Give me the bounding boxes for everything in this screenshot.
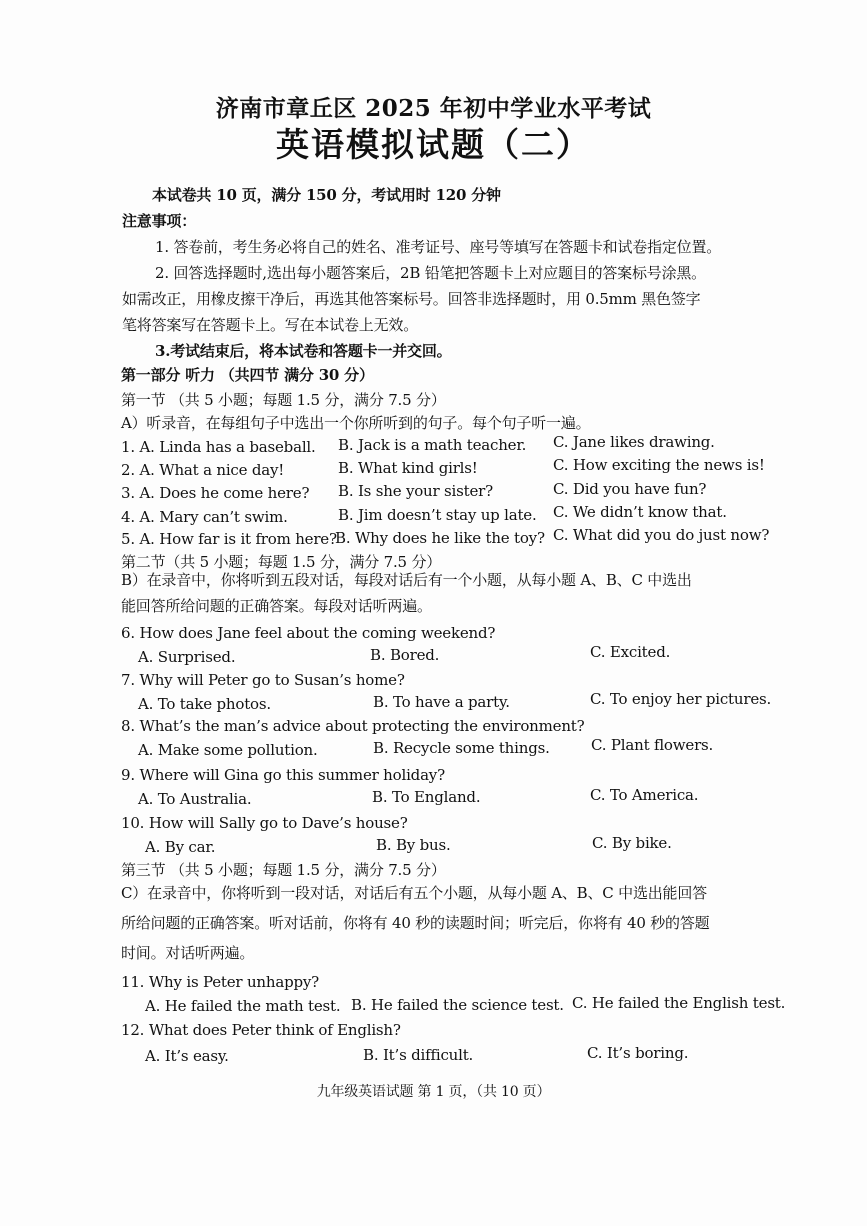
q4-option-a: 4. A. Mary can’t swim. <box>121 508 288 526</box>
q1-option-c: C. Jane likes drawing. <box>553 433 715 451</box>
q6-option-a: A. Surprised. <box>138 648 236 666</box>
section3-instruction-line1: C）在录音中，你将听到一段对话，对话后有五个小题，从每小题 A、B、C 中选出能回答 <box>121 884 707 902</box>
section1-instruction: A）听录音，在每组句子中选出一个你所听到的句子。每个句子听一遍。 <box>121 414 591 432</box>
q4-option-b: B. Jim doesn’t stay up late. <box>338 506 537 524</box>
q10-option-c: C. By bike. <box>592 834 672 852</box>
section3-instruction-line3: 时间。对话听两遍。 <box>121 944 255 962</box>
q7-option-b: B. To have a party. <box>373 693 510 711</box>
section2-heading: 第二节（共 5 小题；每题 1.5 分，满分 7.5 分） <box>121 553 442 571</box>
q12-option-b: B. It’s difficult. <box>363 1046 474 1064</box>
q3-option-a: 3. A. Does he come here? <box>121 484 310 502</box>
q12-option-a: A. It’s easy. <box>145 1047 229 1065</box>
q2-option-a: 2. A. What a nice day! <box>121 461 285 479</box>
q12-option-c: C. It’s boring. <box>587 1044 689 1062</box>
q1-option-b: B. Jack is a math teacher. <box>338 436 527 454</box>
note-3: 3.考试结束后，将本试卷和答题卡一并交回。 <box>155 342 452 360</box>
section2-instruction-line1: B）在录音中，你将听到五段对话，每段对话后有一个小题，从每小题 A、B、C 中选出 <box>121 571 692 589</box>
q4-option-c: C. We didn’t know that. <box>553 503 727 521</box>
q8-question: 8. What’s the man’s advice about protecting the environment? <box>121 717 585 735</box>
q5-option-a: 5. A. How far is it from here? <box>121 530 337 548</box>
q6-option-c: C. Excited. <box>590 643 671 661</box>
q2-option-c: C. How exciting the news is! <box>553 456 765 474</box>
exam-title-line2: 英语模拟试题（二） <box>276 125 591 164</box>
page-footer: 九年级英语试题 第 1 页，（共 10 页） <box>316 1084 551 1100</box>
q11-option-b: B. He failed the science test. <box>351 996 564 1014</box>
note-2-line2: 如需改正，用橡皮擦干净后，再选其他答案标号。回答非选择题时，用 0.5mm 黑色签字 <box>122 290 701 308</box>
exam-title-line1: 济南市章丘区 2025 年初中学业水平考试 <box>215 95 652 122</box>
q10-question: 10. How will Sally go to Dave’s house? <box>121 814 408 832</box>
section2-instruction-line2: 能回答所给问题的正确答案。每段对话听两遍。 <box>121 597 432 615</box>
q9-question: 9. Where will Gina go this summer holiday? <box>121 766 445 784</box>
note-1: 1. 答卷前，考生务必将自己的姓名、准考证号、座号等填写在答题卡和试卷指定位置。 <box>155 238 722 256</box>
q7-option-a: A. To take photos. <box>138 695 271 713</box>
q1-option-a: 1. A. Linda has a baseball. <box>121 438 316 456</box>
q6-question: 6. How does Jane feel about the coming weekend? <box>121 624 496 642</box>
notes-heading: 注意事项： <box>122 212 197 230</box>
q8-option-b: B. Recycle some things. <box>373 739 550 757</box>
q3-option-c: C. Did you have fun? <box>553 480 707 498</box>
exam-info: 本试卷共 10 页，满分 150 分，考试用时 120 分钟 <box>152 186 501 204</box>
q12-question: 12. What does Peter think of English? <box>121 1021 401 1039</box>
part1-heading: 第一部分 听力 （共四节 满分 30 分） <box>121 366 374 384</box>
q9-option-c: C. To America. <box>590 786 699 804</box>
q7-question: 7. Why will Peter go to Susan’s home? <box>121 671 405 689</box>
q5-option-b: B. Why does he like the toy? <box>335 529 545 547</box>
q7-option-c: C. To enjoy her pictures. <box>590 690 772 708</box>
q11-option-c: C. He failed the English test. <box>572 994 786 1012</box>
q10-option-a: A. By car. <box>145 838 216 856</box>
q8-option-c: C. Plant flowers. <box>591 736 714 754</box>
q9-option-b: B. To England. <box>372 788 481 806</box>
section3-instruction-line2: 所给问题的正确答案。听对话前，你将有 40 秒的读题时间；听完后，你将有 40 秒的答题 <box>121 914 710 932</box>
q11-question: 11. Why is Peter unhappy? <box>121 973 319 991</box>
q11-option-a: A. He failed the math test. <box>145 997 341 1015</box>
q5-option-c: C. What did you do just now? <box>553 526 770 544</box>
section3-heading: 第三节 （共 5 小题；每题 1.5 分，满分 7.5 分） <box>121 861 446 879</box>
q6-option-b: B. Bored. <box>370 646 440 664</box>
note-2-line1: 2. 回答选择题时,选出每小题答案后，2B 铅笔把答题卡上对应题目的答案标号涂黑。 <box>155 264 706 282</box>
q10-option-b: B. By bus. <box>376 836 451 854</box>
note-2-line3: 笔将答案写在答题卡上。写在本试卷上无效。 <box>122 316 419 334</box>
q8-option-a: A. Make some pollution. <box>138 741 318 759</box>
q9-option-a: A. To Australia. <box>138 790 252 808</box>
section1-heading: 第一节 （共 5 小题；每题 1.5 分，满分 7.5 分） <box>121 391 446 409</box>
q3-option-b: B. Is she your sister? <box>338 482 493 500</box>
q2-option-b: B. What kind girls! <box>338 459 478 477</box>
